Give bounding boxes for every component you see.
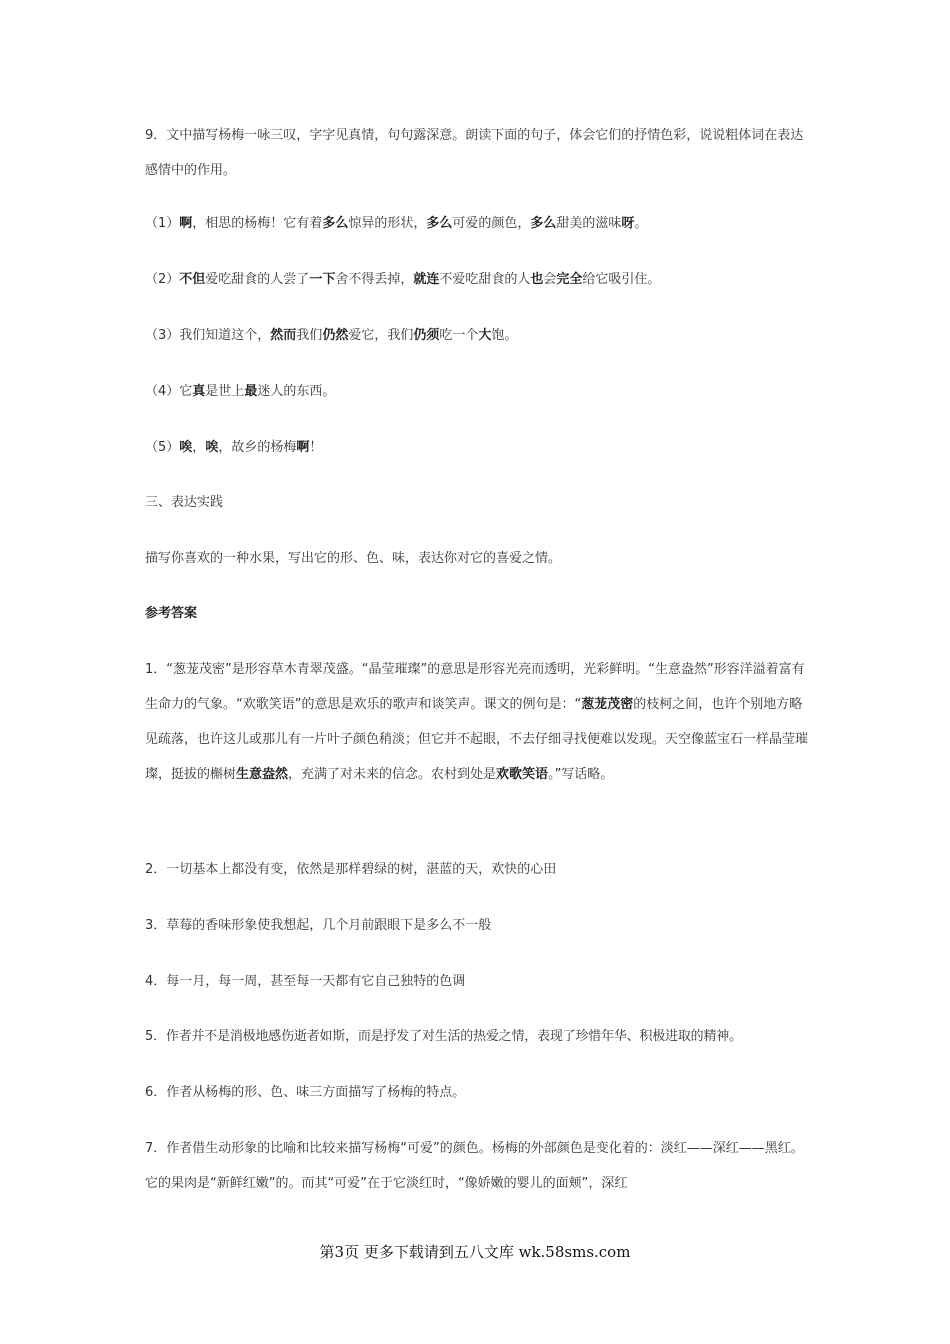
text-run: 爱它，我们 (348, 328, 414, 343)
text-run: 。”写话略。 (548, 767, 614, 782)
text-run: 会 (543, 272, 557, 287)
emphasized-word: 多么 (530, 216, 557, 231)
answer-7: 7．作者借生动形象的比喻和比较来描写杨梅“可爱”的颜色。杨梅的外部颜色是变化着的：淡红——深红——黑红。它的果肉是“新鲜红嫩”的。而其“可爱”在于它淡红时，“像娇嫩的婴儿的面颊”，深红 (145, 1141, 804, 1191)
emphasized-word: 多么 (426, 216, 453, 231)
emphasized-word: 不但 (179, 272, 206, 287)
emphasized-word: 真 (192, 384, 206, 399)
emphasized-word: 然而 (270, 328, 297, 343)
emphasized-word: 就连 (413, 272, 440, 287)
emphasized-word: 葱茏茂密 (581, 697, 634, 712)
emphasized-word: 唉 (179, 440, 193, 455)
answer-5: 5．作者并不是消极地感伤逝者如斯，而是抒发了对生活的热爱之情，表现了珍惜年华、积极进取的精神。 (145, 1029, 742, 1044)
text-run: 不爱吃甜食的人 (439, 272, 531, 287)
text-run: 可爱的颜色， (452, 216, 531, 231)
answer-2: 2．一切基本上都没有变，依然是那样碧绿的树，湛蓝的天，欢快的心田 (145, 862, 557, 877)
emphasized-word: 完全 (556, 272, 583, 287)
text-run: 惊异的形状， (348, 216, 427, 231)
emphasized-word: 最 (244, 384, 258, 399)
text-run: ！ (309, 440, 323, 455)
emphasized-word: 仍然 (322, 328, 349, 343)
emphasized-word: 仍须 (413, 328, 440, 343)
sentence-5 (145, 430, 810, 465)
page-footer: 第3页 更多下载请到五八文库 wk.58sms.com (319, 1243, 631, 1261)
text-run: ，充满了对未来的信念。农村到处是 (288, 767, 497, 782)
text-run: 爱吃甜食的人尝了 (205, 272, 310, 287)
sentence-1 (145, 206, 810, 241)
text-run: ，故乡的杨梅 (218, 440, 297, 455)
text-run: 迷人的东西。 (257, 384, 336, 399)
question-9-number: 9． (145, 128, 167, 143)
emphasized-word: 也 (530, 272, 544, 287)
sentence-2 (145, 262, 810, 297)
answer-4: 4．每一月，每一周，甚至每一天都有它自己独特的色调 (145, 974, 466, 989)
text-run: （5） (145, 440, 180, 455)
text-run: 是世上 (205, 384, 245, 399)
text-run: 甜美的滋味 (556, 216, 622, 231)
section-3-task: 描写你喜欢的一种水果，写出它的形、色、味，表达你对它的喜爱之情。 (145, 551, 562, 566)
text-run: ， (192, 440, 206, 455)
answer-3: 3．草莓的香味形象使我想起，几个月前跟眼下是多么不一般 (145, 918, 492, 933)
question-9-text: 文中描写杨梅一咏三叹，字字见真情，句句露深意。朗读下面的句子，体会它们的抒情色彩，说说粗体词在表达感情中的作用。 (145, 128, 804, 178)
emphasized-word: 呀 (621, 216, 635, 231)
text-run: （1） (145, 216, 180, 231)
text-run: 的枝柯之间，也许个别地方略见疏落，也许这儿或那儿有一片叶子颜色稍淡；但它并不起眼，不去仔细寻找便难以发现。天空像蓝宝石一样晶莹璀璨，挺拔的槲树 (145, 697, 809, 782)
emphasized-word: 生意盎然 (236, 767, 289, 782)
text-run: 。 (634, 216, 648, 231)
text-run: 给它吸引住。 (582, 272, 661, 287)
text-run: 吃一个 (439, 328, 479, 343)
sentence-4 (145, 374, 810, 409)
text-run: 饱。 (491, 328, 518, 343)
text-run: ，相思的杨梅！它有着 (192, 216, 323, 231)
answers-title: 参考答案 (145, 606, 198, 621)
emphasized-word: 啊 (179, 216, 193, 231)
text-run: 1．“葱茏茂密”是形容草木青翠茂盛。“晶莹璀璨”的意思是形容光亮而透明，光彩鲜明。“生意盎然”形容洋溢着富有生命力的气象。“欢歌笑语”的意思是欢乐的歌声和谈笑声。课文的例句是：“ (145, 662, 805, 712)
section-3-heading: 三、表达实践 (145, 495, 224, 510)
sentence-3 (145, 318, 810, 353)
emphasized-word: 啊 (296, 440, 310, 455)
emphasized-word: 唉 (205, 440, 219, 455)
emphasized-word: 欢歌笑语 (496, 767, 549, 782)
text-run: （4）它 (145, 384, 193, 399)
answer-1 (145, 652, 810, 792)
text-run: 我们 (296, 328, 323, 343)
question-9 (145, 118, 810, 188)
text-run: 舍不得丢掉， (335, 272, 414, 287)
answer-6: 6．作者从杨梅的形、色、味三方面描写了杨梅的特点。 (145, 1085, 466, 1100)
emphasized-word: 一下 (309, 272, 336, 287)
text-run: （2） (145, 272, 180, 287)
text-run: （3）我们知道这个， (145, 328, 271, 343)
emphasized-word: 多么 (322, 216, 349, 231)
emphasized-word: 大 (478, 328, 492, 343)
